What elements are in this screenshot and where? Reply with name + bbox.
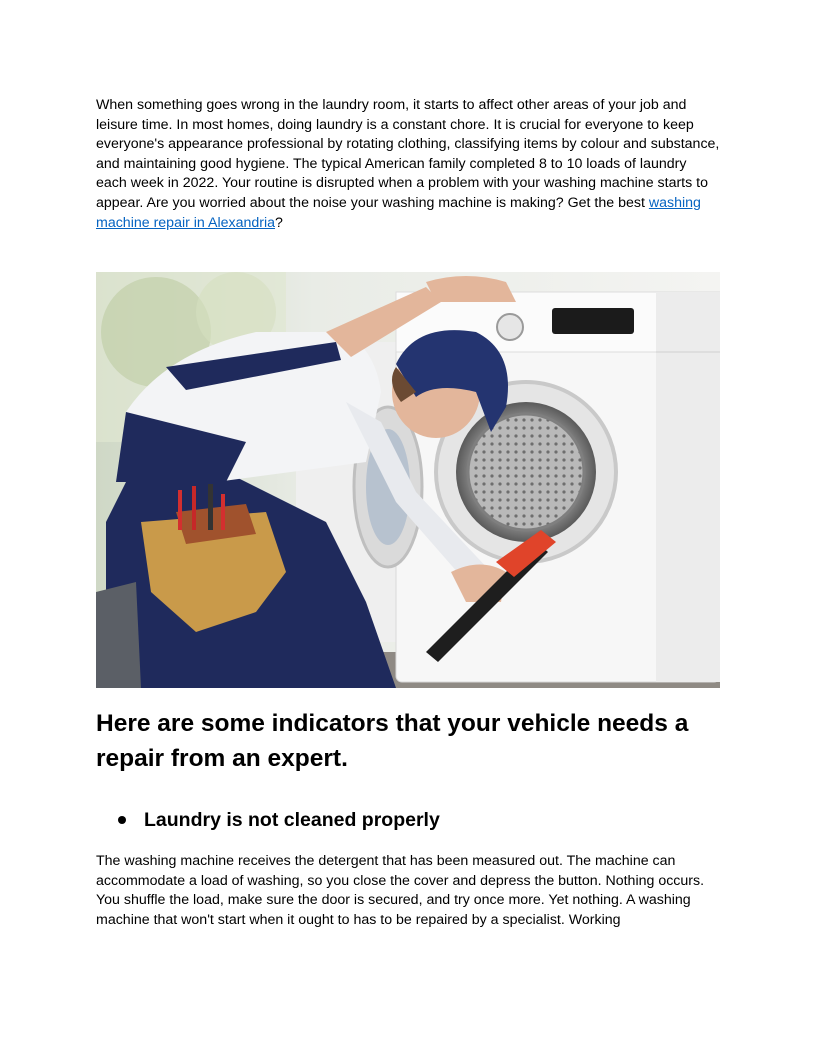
- bullet-item: [118, 806, 440, 834]
- section-paragraph: The washing machine receives the detergent that has been measured out. The machine can accommodate a load of washing, so you close the cover and depress the button. Nothing occurs. You shuffle the load, make sure the door is secured, and try once more. Yet nothing. A washing machine that won't start when it ought to has to be repaired by a specialist. Working: [96, 853, 705, 928]
- bullet-title: Laundry is not cleaned properly: [144, 809, 440, 831]
- intro-block: [96, 96, 720, 233]
- intro-text: When something goes wrong in the laundry room, it starts to affect other areas of your job and leisure time. In most homes, doing laundry is a constant chore. It is crucial for everyone to keep everyone's appearance professional by rotating clothing, classifying items by colour and substance, and maintaining good hygiene. The typical American family completed 8 to 10 loads of laundry each week in 2022. Your routine is disrupted when a problem with your washing machine starts to appear. Are you worried about the noise your washing machine is making? Get the best: [96, 97, 720, 211]
- technician-repairing-washing-machine-photo: [96, 272, 720, 688]
- bullet-icon: [118, 816, 126, 824]
- intro-paragraph: [96, 96, 720, 233]
- intro-end: ?: [275, 214, 283, 231]
- page-heading: Here are some indicators that your vehicle needs a repair from an expert.: [96, 710, 689, 772]
- repair-link[interactable]: washing machine repair in Alexandria: [96, 194, 701, 231]
